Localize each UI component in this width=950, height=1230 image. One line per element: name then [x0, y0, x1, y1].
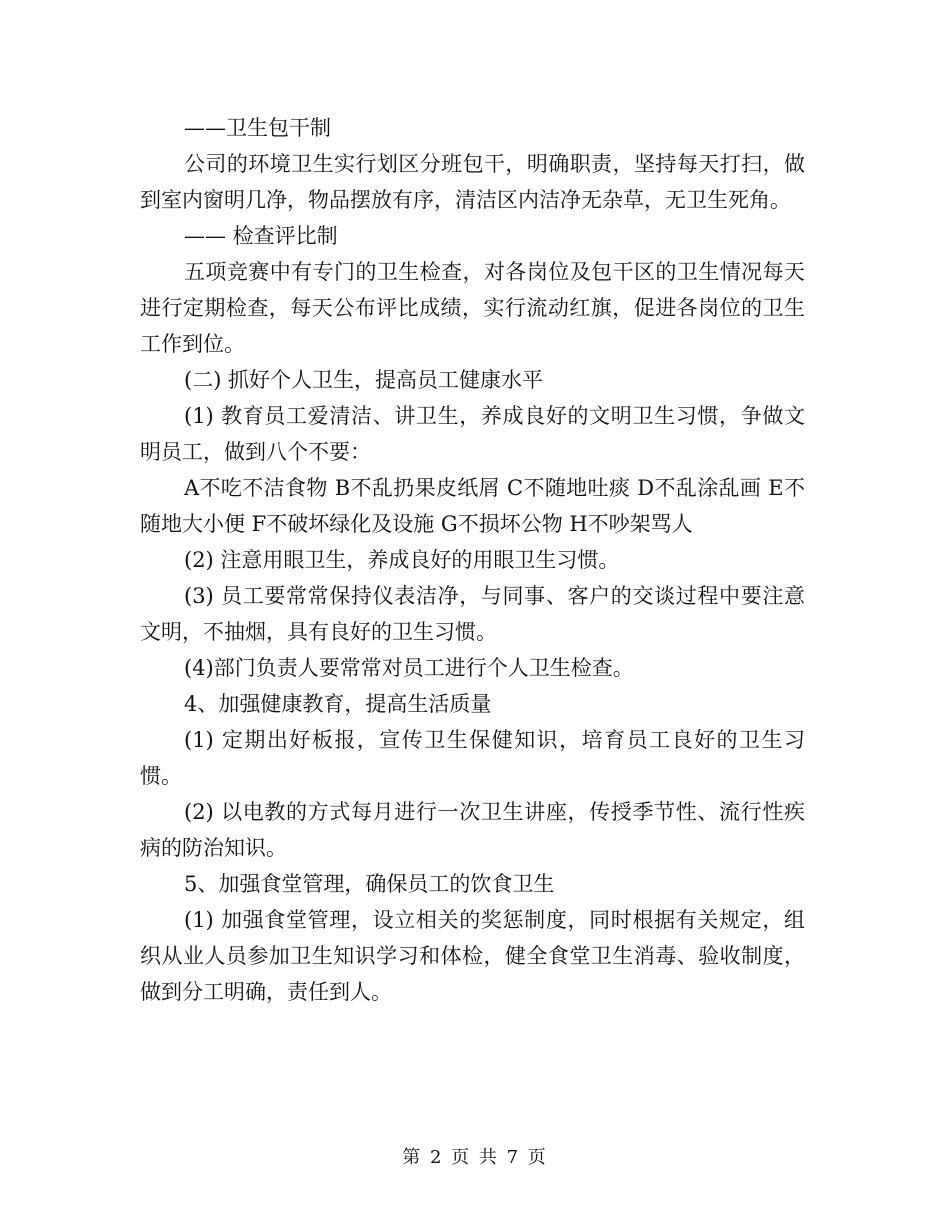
section-heading-personal-hygiene: (二) 抓好个人卫生，提高员工健康水平: [184, 368, 544, 392]
list-item-education-2: (2) 以电教的方式每月进行一次卫生讲座，传授季节性、流行性疾病的防治知识。: [140, 800, 805, 860]
list-item-canteen-1: (1) 加强食堂管理，设立相关的奖惩制度，同时根据有关规定，组织从业人员参加卫生知识学习和体检，健全食堂卫生消毒、验收制度，做到分工明确，责任到人。: [140, 908, 805, 1004]
list-item-eight-donts: A不吃不洁食物 B不乱扔果皮纸屑 C不随地吐痰 D不乱涂乱画 E不随地大小便 F不破坏绿化及设施 G不损坏公物 H不吵架骂人: [140, 476, 805, 536]
list-item-personal-1: (1) 教育员工爱清洁、讲卫生，养成良好的文明卫生习惯，争做文明员工，做到八个不要：: [140, 404, 805, 464]
section-heading-canteen: 5、加强食堂管理，确保员工的饮食卫生: [184, 872, 555, 896]
section-heading-hygiene-contract: ——卫生包干制: [184, 116, 331, 140]
section-heading-inspection: —— 检查评比制: [184, 224, 338, 248]
page-number: 第 2 页 共 7 页: [402, 1147, 548, 1168]
section-heading-health-education: 4、加强健康教育，提高生活质量: [184, 692, 492, 716]
document-body: [140, 110, 805, 1010]
paragraph-inspection: 五项竞赛中有专门的卫生检查，对各岗位及包干区的卫生情况每天进行定期检查，每天公布评比成绩，实行流动红旗，促进各岗位的卫生工作到位。: [140, 260, 805, 356]
list-item-education-1: (1) 定期出好板报，宣传卫生保健知识，培育员工良好的卫生习惯。: [140, 728, 805, 788]
list-item-personal-3: (3) 员工要常常保持仪表洁净，与同事、客户的交谈过程中要注意文明，不抽烟，具有良好的卫生习惯。: [140, 584, 805, 644]
paragraph-hygiene-contract: 公司的环境卫生实行划区分班包干，明确职责，坚持每天打扫，做到室内窗明几净，物品摆放有序，清洁区内洁净无杂草，无卫生死角。: [140, 152, 805, 212]
list-item-personal-4: (4)部门负责人要常常对员工进行个人卫生检查。: [184, 656, 634, 680]
list-item-personal-2: (2) 注意用眼卫生，养成良好的用眼卫生习惯。: [184, 548, 620, 572]
